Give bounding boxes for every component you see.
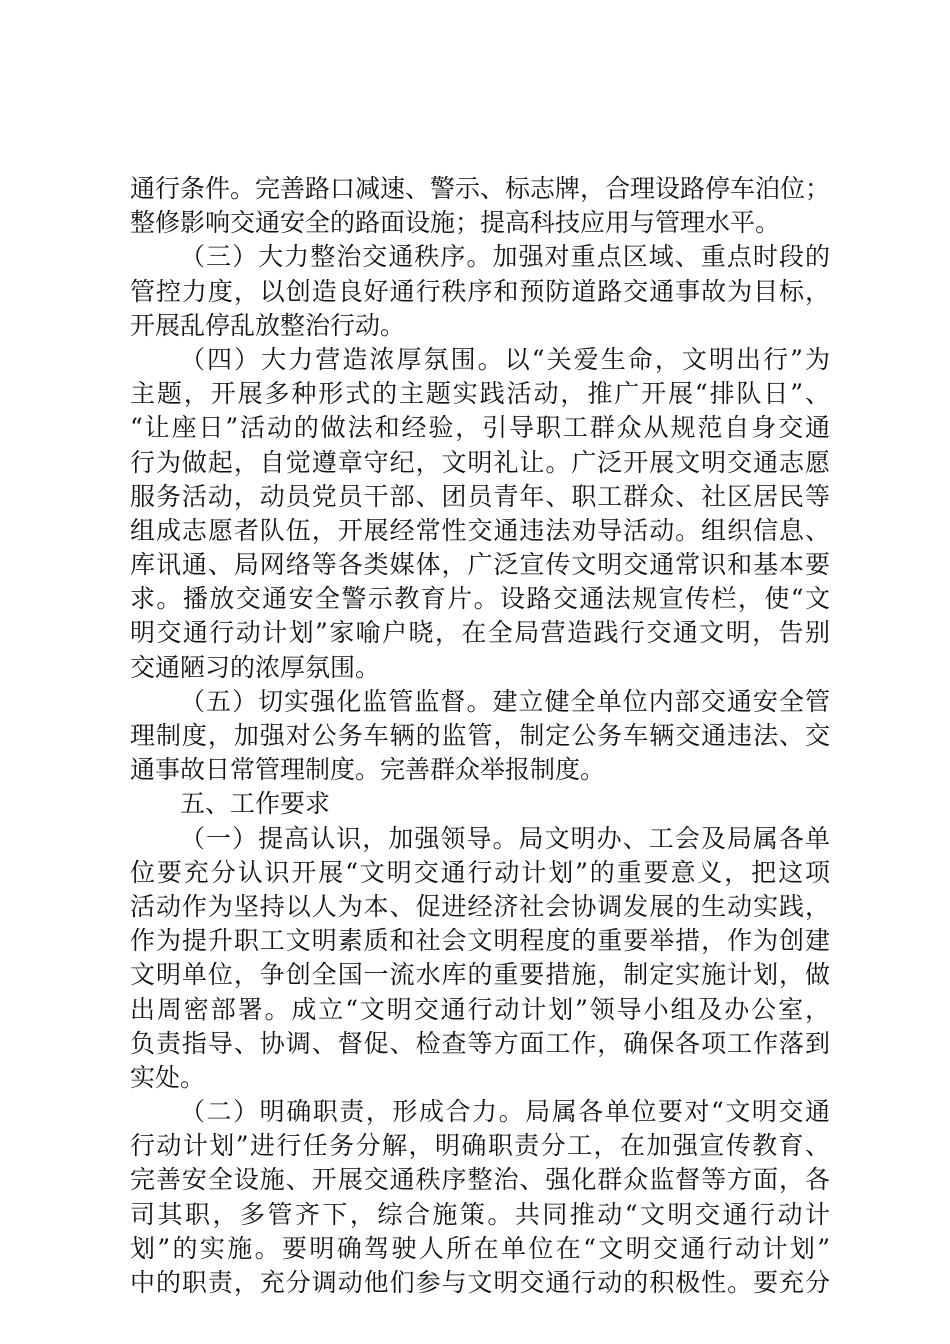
text-line: 司其职，多管齐下，综合施策。共同推动“文明交通行动计 (130, 1199, 830, 1229)
text-line: （二）明确职责，形成合力。局属各单位要对“文明交通 (180, 1097, 830, 1127)
text-line: 活动作为坚持以人为本、促进经济社会协调发展的生动实践， (130, 891, 830, 921)
text-line: 管控力度，以创造良好通行秩序和预防道路交通事故为目标， (130, 276, 830, 306)
text-line: 组成志愿者队伍，开展经常性交通违法劝导活动。组织信息、 (130, 515, 830, 545)
text-line: 通行条件。完善路口减速、警示、标志牌，合理设路停车泊位； (130, 174, 830, 203)
document-body (130, 172, 830, 1300)
text-line: 行为做起，自觉遵章守纪，文明礼让。广泛开展文明交通志愿 (130, 447, 830, 477)
text-line: 整修影响交通安全的路面设施；提高科技应用与管理水平。 (130, 208, 781, 238)
text-line: 出周密部署。成立“文明交通行动计划”领导小组及办公室， (130, 994, 830, 1024)
text-line: 负责指导、协调、督促、检查等方面工作，确保各项工作落到 (130, 1028, 830, 1058)
text-line: （一）提高认识，加强领导。局文明办、工会及局属各单 (180, 823, 830, 853)
text-line: 行动计划”进行任务分解，明确职责分工，在加强宣传教育、 (130, 1131, 830, 1161)
text-line: 服务活动，动员党员干部、团员青年、职工群众、社区居民等 (130, 481, 830, 511)
text-line: 文明单位，争创全国一流水库的重要措施，制定实施计划，做 (130, 960, 830, 990)
text-line: “让座日”活动的做法和经验，引导职工群众从规范自身交通 (130, 413, 830, 443)
text-line: 交通陋习的浓厚氛围。 (130, 652, 381, 682)
text-line: 求。播放交通安全警示教育片。设路交通法规宣传栏，使“文 (130, 584, 830, 614)
text-line: 划”的实施。要明确驾驶人所在单位在“文明交通行动计划” (130, 1233, 830, 1263)
text-line: 位要充分认识开展“文明交通行动计划”的重要意义，把这项 (130, 857, 830, 887)
text-line: 库讯通、局网络等各类媒体，广泛宣传文明交通常识和基本要 (130, 550, 830, 580)
text-line: 开展乱停乱放整治行动。 (130, 310, 406, 340)
text-line: （五）切实强化监管监督。建立健全单位内部交通安全管 (180, 686, 830, 716)
text-line: 作为提升职工文明素质和社会文明程度的重要举措，作为创建 (130, 926, 830, 956)
text-line: 完善安全设施、开展交通秩序整治、强化群众监督等方面，各 (130, 1165, 830, 1195)
text-line: （三）大力整治交通秩序。加强对重点区域、重点时段的 (180, 242, 830, 272)
text-line: （四）大力营造浓厚氛围。以“关爱生命，文明出行”为 (180, 344, 830, 374)
text-line: 通事故日常管理制度。完善群众举报制度。 (130, 755, 606, 785)
text-line: 主题，开展多种形式的主题实践活动，推广开展“排队日”、 (130, 379, 830, 409)
section-heading: 五、工作要求 (180, 789, 331, 819)
text-line: 明交通行动计划”家喻户晓，在全局营造践行交通文明，告别 (130, 618, 830, 648)
text-line: 实处。 (130, 1062, 206, 1092)
text-line: 理制度，加强对公务车辆的监管，制定公务车辆交通违法、交 (130, 721, 830, 750)
text-line: 中的职责，充分调动他们参与文明交通行动的积极性。要充分 (130, 1268, 830, 1297)
